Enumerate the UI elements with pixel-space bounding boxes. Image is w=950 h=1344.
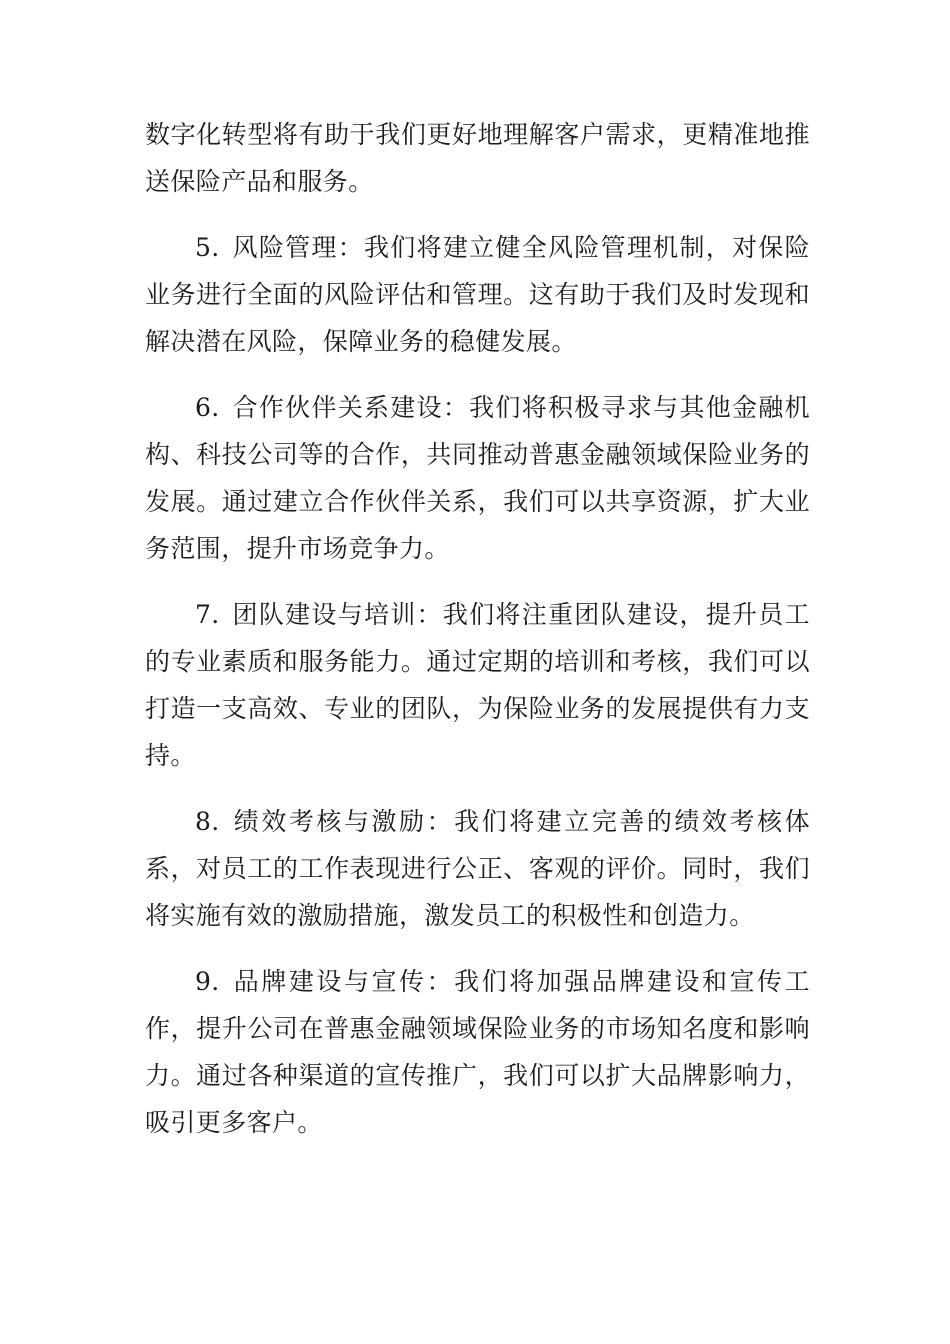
paragraph-performance bbox=[145, 798, 810, 939]
paragraph-continuation bbox=[145, 111, 810, 205]
paragraph-number: 9. bbox=[195, 967, 220, 996]
paragraph-number: 7. bbox=[195, 600, 220, 629]
paragraph-risk-management bbox=[145, 224, 810, 365]
paragraph-text: 合作伙伴关系建设：我们将积极寻求与其他金融机构、科技公司等的合作，共同推动普惠金融领域保险业务的发展。通过建立合作伙伴关系，我们可以共享资源，扩大业务范围，提升市场竞争力。 bbox=[145, 393, 810, 563]
paragraph-text: 品牌建设与宣传：我们将加强品牌建设和宣传工作，提升公司在普惠金融领域保险业务的市场知名度和影响力。通过各种渠道的宣传推广，我们可以扩大品牌影响力，吸引更多客户。 bbox=[145, 967, 810, 1137]
paragraph-number: 5. bbox=[195, 233, 220, 262]
paragraph-text: 风险管理：我们将建立健全风险管理机制，对保险业务进行全面的风险评估和管理。这有助于我们及时发现和解决潜在风险，保障业务的稳健发展。 bbox=[145, 233, 810, 356]
paragraph-text: 团队建设与培训：我们将注重团队建设，提升员工的专业素质和服务能力。通过定期的培训和考核，我们可以打造一支高效、专业的团队，为保险业务的发展提供有力支持。 bbox=[145, 600, 810, 770]
paragraph-text: 绩效考核与激励：我们将建立完善的绩效考核体系，对员工的工作表现进行公正、客观的评价。同时，我们将实施有效的激励措施，激发员工的积极性和创造力。 bbox=[145, 807, 810, 930]
paragraph-number: 8. bbox=[195, 807, 220, 836]
paragraph-branding bbox=[145, 958, 810, 1146]
paragraph-partnership bbox=[145, 384, 810, 572]
paragraph-text: 数字化转型将有助于我们更好地理解客户需求，更精准地推送保险产品和服务。 bbox=[145, 120, 810, 196]
document-body bbox=[145, 111, 810, 1165]
paragraph-team-building bbox=[145, 591, 810, 779]
paragraph-number: 6. bbox=[195, 393, 220, 422]
